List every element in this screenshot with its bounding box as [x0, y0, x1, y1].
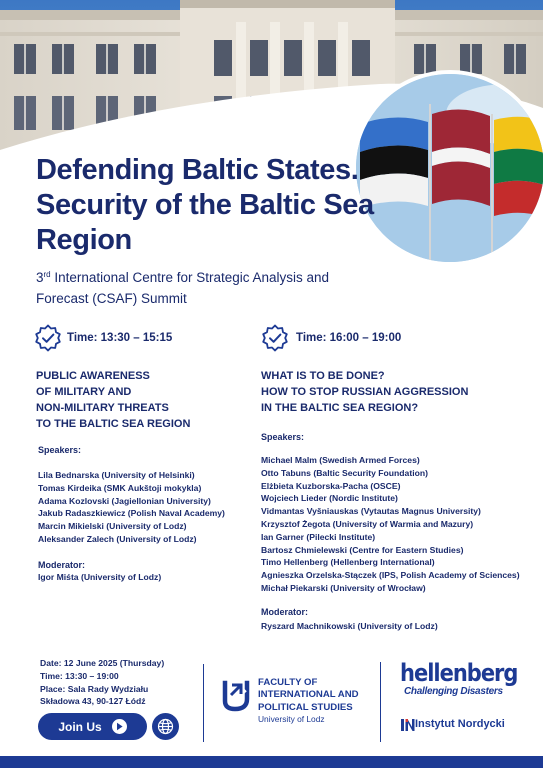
list-item: Michael Malm (Swedish Armed Forces): [261, 455, 420, 465]
topic-line: TO THE BALTIC SEA REGION: [36, 418, 191, 430]
session-2-speakers-list: [261, 454, 520, 595]
topic-line: WHAT IS TO BE DONE?: [261, 370, 385, 382]
verified-badge-icon: [34, 324, 62, 352]
event-time: Time: 13:30 – 19:00: [40, 670, 119, 681]
topic-line: OF MILITARY AND: [36, 386, 132, 398]
session-1-speakers-list: [38, 469, 225, 546]
event-place: Place: Sala Rady Wydziału: [40, 683, 149, 694]
verified-badge-icon: [261, 324, 289, 352]
session-1-time: Time: 13:30 – 15:15: [67, 332, 173, 344]
list-item: Elżbieta Kuzborska-Pacha (OSCE): [261, 480, 401, 491]
list-item: Aleksander Zalech (University of Lodz): [38, 533, 197, 544]
faculty-name: [258, 677, 359, 714]
flags-icon: [356, 74, 543, 266]
event-address: Składowa 43, 90-127 Łódź: [40, 696, 146, 707]
summit-subtitle: [36, 264, 366, 309]
nordic-logo-icon: [401, 719, 415, 731]
list-item: Ian Garner (Pilecki Institute): [261, 531, 376, 542]
session-1-moderator: Igor Miśta (University of Lodz): [38, 572, 162, 582]
faculty-university: University of Lodz: [258, 714, 325, 724]
footer-divider: [380, 662, 381, 742]
subtitle-text: International Centre for Strategic Analysis and Forecast (CSAF) Summit: [36, 270, 330, 306]
subtitle-ordinal: rd: [43, 270, 51, 279]
hellenberg-tagline: Challenging Disasters: [404, 686, 503, 697]
list-item: Bartosz Chmielewski (Centre for Eastern Studies): [261, 544, 464, 555]
baltic-flags-photo: [352, 70, 543, 266]
list-item: Marcin Mikielski (University of Lodz): [38, 521, 187, 532]
list-item: Lila Bednarska (University of Helsinki): [38, 470, 195, 480]
footer-divider: [203, 664, 204, 742]
list-item: Otto Tabuns (Baltic Security Foundation): [261, 467, 428, 478]
hellenberg-logo: hellenberg: [400, 659, 518, 687]
list-item: Timo Hellenberg (Hellenberg International): [261, 557, 435, 568]
event-details: [40, 657, 164, 708]
topic-line: PUBLIC AWARENESS: [36, 370, 150, 382]
session-1-topic: [36, 368, 190, 432]
session-1-moderator-label: Moderator:: [38, 560, 85, 570]
session-1-speakers-label: Speakers:: [38, 445, 82, 455]
list-item: Agnieszka Orzelska-Stączek (IPS, Polish Academy of Sciences): [261, 570, 520, 581]
faculty-line: FACULTY OF: [258, 677, 318, 688]
nordic-institute-name: Instytut Nordycki: [415, 718, 505, 730]
join-us-label: Join Us: [58, 719, 102, 734]
list-item: Wojciech Lieder (Nordic Institute): [261, 493, 398, 504]
list-item: Tomas Kirdeika (SMK Aukštoji mokykla): [38, 482, 202, 493]
session-2-topic: [261, 368, 468, 416]
list-item: Krzysztof Żegota (University of Warmia and Mazury): [261, 518, 474, 529]
faculty-line: POLITICAL STUDIES: [258, 701, 353, 713]
topic-line: HOW TO STOP RUSSIAN AGGRESSION: [261, 386, 469, 398]
join-us-button[interactable]: [38, 713, 147, 740]
topic-line: NON-MILITARY THREATS: [36, 402, 169, 414]
bottom-bar: [0, 756, 543, 768]
event-date: Date: 12 June 2025 (Thursday): [40, 658, 165, 668]
globe-icon[interactable]: [152, 713, 179, 740]
list-item: Vidmantas Vyšniauskas (Vytautas Magnus University): [261, 506, 481, 517]
page-title: Defending Baltic States. Security of the Baltic Sea Region: [36, 154, 374, 256]
topic-line: IN THE BALTIC SEA REGION?: [261, 402, 419, 414]
list-item: Adama Kozlovski (Jagiellonian University): [38, 495, 211, 506]
faculty-logo-icon: [221, 677, 251, 713]
subtitle-number: 3: [36, 270, 44, 285]
list-item: Jakub Radaszkiewicz (Polish Naval Academy): [38, 508, 225, 519]
session-2-speakers-label: Speakers:: [261, 432, 305, 442]
session-2-moderator: Ryszard Machnikowski (University of Lodz): [261, 621, 438, 631]
arrow-right-icon: [112, 719, 127, 734]
faculty-line: INTERNATIONAL AND: [258, 689, 359, 701]
list-item: Michał Piekarski (University of Wrocław): [261, 582, 426, 593]
session-2-time: Time: 16:00 – 19:00: [296, 332, 402, 344]
session-2-moderator-label: Moderator:: [261, 607, 308, 617]
